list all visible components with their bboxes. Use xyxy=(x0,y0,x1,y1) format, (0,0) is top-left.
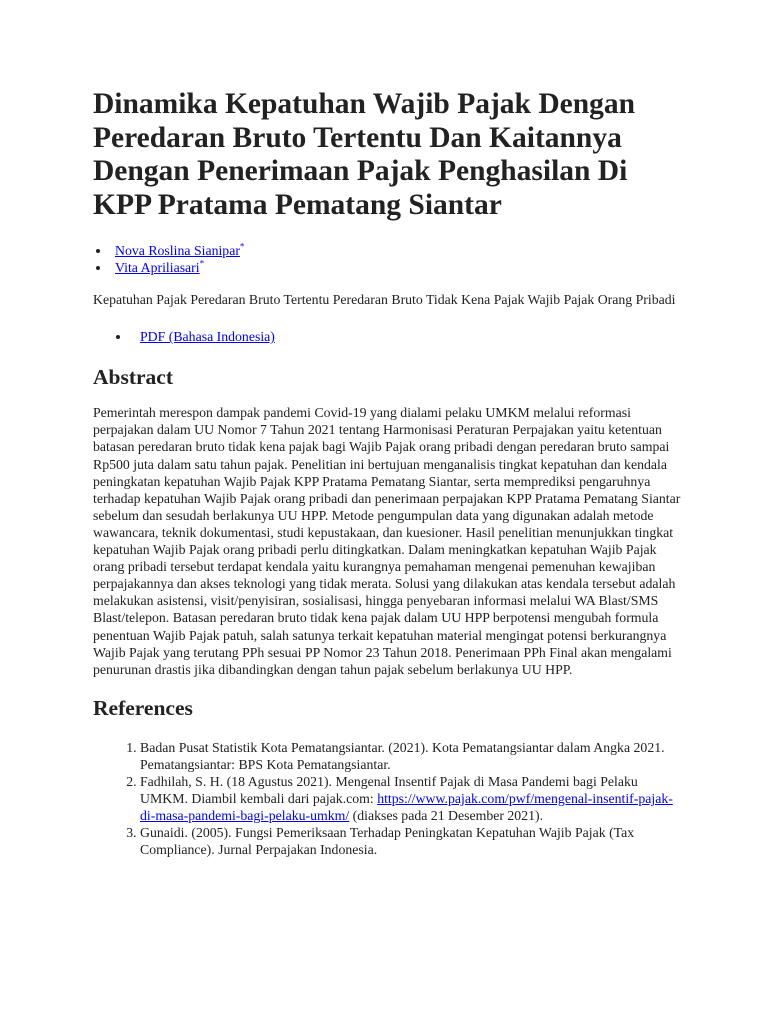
article-title: Dinamika Kepatuhan Wajib Pajak Dengan Peredaran Bruto Tertentu Dan Kaitannya Dengan Penerimaan Pajak Penghasilan Di KPP Pratama Pematang Siantar xyxy=(93,88,636,221)
author-link[interactable]: Vita Apriliasari xyxy=(115,260,200,275)
reference-item xyxy=(140,773,683,824)
reference-url-link[interactable]: https://www.pajak.com/pwf/mengenal-insentif-pajak-di-masa-pandemi-bagi-pelaku-umkm/ xyxy=(140,791,673,824)
abstract-heading: Abstract xyxy=(93,365,174,390)
author-link[interactable]: Nova Roslina Sianipar xyxy=(115,243,240,258)
reference-item xyxy=(140,739,683,773)
galley-item xyxy=(140,328,683,345)
author-list xyxy=(93,242,683,276)
author-mark: * xyxy=(239,241,245,252)
article-page xyxy=(93,88,683,858)
pdf-download-link[interactable]: PDF (Bahasa Indonesia) xyxy=(140,329,275,345)
author-mark: * xyxy=(199,258,205,269)
reference-item xyxy=(140,824,683,858)
reference-text: Badan Pusat Statistik Kota Pematangsiantar. (2021). Kota Pematangsiantar dalam Angka 2021. Pematangsiantar: BPS Kota Pematangsiantar. xyxy=(140,739,665,772)
author-item xyxy=(115,259,683,276)
reference-text: Gunaidi. (2005). Fungsi Pemeriksaan Terhadap Peningkatan Kepatuhan Wajib Pajak (Tax Compliance). Jurnal Perpajakan Indonesia. xyxy=(140,825,635,858)
abstract-text: Pemerintah merespon dampak pandemi Covid-19 yang dialami pelaku UMKM melalui reformasi perpajakan dalam UU Nomor 7 Tahun 2021 tentang Harmonisasi Peraturan Perpajakan yaitu ketentuan batasan peredaran bruto tidak kena pajak bagi Wajib Pajak orang pribadi dengan peredaran bruto sampai Rp500 juta dalam satu tahun pajak. Penelitian ini bertujuan menganalisis tingkat kepatuhan dan kendala peningkatan kepatuhan Wajib Pajak KPP Pratama Pematang Siantar, serta memprediksi pengaruhnya terhadap kepatuhan Wajib Pajak orang pribadi dan penerimaan perpajakan KPP Pratama Pematang Siantar sebelum dan sesudah berlakunya UU HPP. Metode pengumpulan data yang digunakan adalah metode wawancara, teknik dokumentasi, studi kepustakaan, dan kuesioner. Hasil penelitian menunjukkan tingkat kepatuhan Wajib Pajak orang pribadi perlu ditingkatkan. Dalam meningkatkan kepatuhan Wajib Pajak orang pribadi tersebut terdapat kendala yaitu kurangnya pemahaman mengenai pemenuhan kewajiban perpajakannya dan akses teknologi yang tidak merata. Solusi yang dilakukan atas kendala tersebut adalah melakukan asistensi, visit/penyisiran, sosialisasi, hingga penyebaran informasi melalui WA Blast/SMS Blast/telepon. Batasan peredaran bruto tidak kena pajak dalam UU HPP berpotensi mengubah formula penentuan Wajib Pajak patuh, salah satunya terkait kepatuhan material mengingat potensi berkurangnya Wajib Pajak yang terutang PPh sesuai PP Nomor 23 Tahun 2018. Penerimaan PPh Final akan mengalami penurunan drastis jika dibandingkan dengan tahun pajak sebelum berlakunya UU HPP. xyxy=(93,405,681,677)
galley-list xyxy=(93,328,683,345)
reference-list xyxy=(93,739,683,859)
reference-note: (diakses pada 21 Desember 2021). xyxy=(349,808,544,824)
references-heading: References xyxy=(93,695,193,720)
keywords: Kepatuhan Pajak Peredaran Bruto Tertentu Peredaran Bruto Tidak Kena Pajak Wajib Pajak Orang Pribadi xyxy=(93,292,676,307)
reference-text: Fadhilah, S. H. (18 Agustus 2021). Mengenal Insentif Pajak di Masa Pandemi bagi Pelaku UMKM. Diambil kembali dari pajak.com: xyxy=(140,773,638,807)
author-item xyxy=(115,242,683,259)
